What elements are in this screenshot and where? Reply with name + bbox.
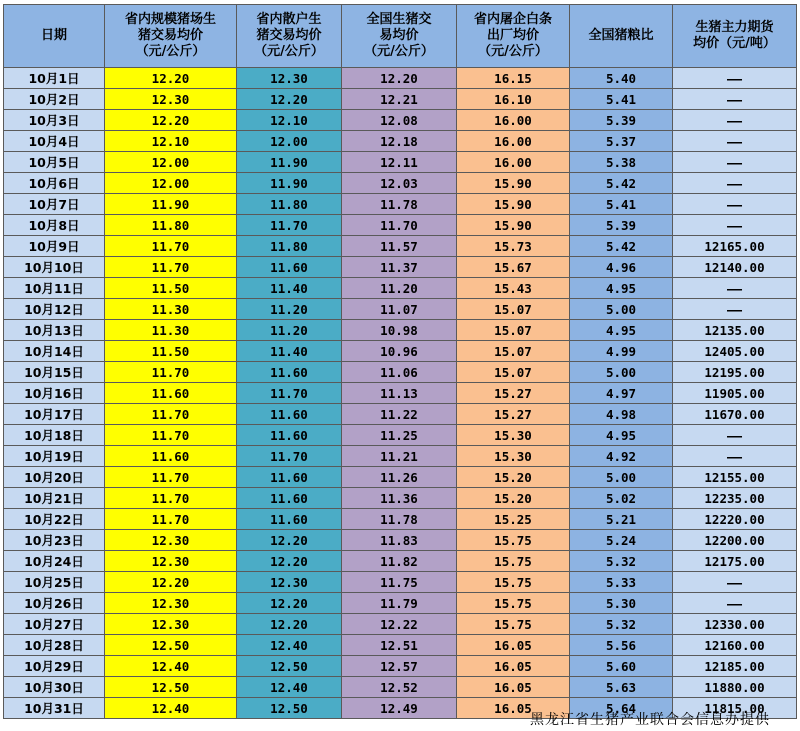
cell-national-price: 12.51 [342,635,457,656]
cell-hog-grain-ratio: 5.39 [570,110,673,131]
cell-scale-farm-price: 12.30 [105,614,237,635]
cell-futures-price: 12160.00 [673,635,797,656]
cell-hog-grain-ratio: 5.02 [570,488,673,509]
cell-smallholder-price: 12.50 [237,698,342,719]
table-row [4,299,797,320]
cell-carcass-price: 15.90 [457,173,570,194]
cell-carcass-price: 15.90 [457,215,570,236]
cell-scale-farm-price: 11.70 [105,257,237,278]
cell-scale-farm-price: 11.70 [105,509,237,530]
table-row [4,320,797,341]
header-futures-price: 生猪主力期货 均价（元/吨） [673,5,797,68]
cell-hog-grain-ratio: 5.21 [570,509,673,530]
cell-futures-price: 12135.00 [673,320,797,341]
cell-date: 10月21日 [4,488,105,509]
table-row [4,278,797,299]
cell-national-price: 11.82 [342,551,457,572]
cell-carcass-price: 15.75 [457,551,570,572]
cell-smallholder-price: 11.80 [237,194,342,215]
cell-scale-farm-price: 11.70 [105,404,237,425]
cell-scale-farm-price: 12.20 [105,572,237,593]
cell-hog-grain-ratio: 5.56 [570,635,673,656]
cell-scale-farm-price: 11.70 [105,467,237,488]
cell-national-price: 12.21 [342,89,457,110]
cell-carcass-price: 15.75 [457,572,570,593]
cell-date: 10月24日 [4,551,105,572]
cell-scale-farm-price: 11.30 [105,320,237,341]
cell-date: 10月31日 [4,698,105,719]
cell-smallholder-price: 12.30 [237,68,342,89]
cell-carcass-price: 16.10 [457,89,570,110]
cell-hog-grain-ratio: 5.64 [570,698,673,719]
cell-futures-price: —— [673,215,797,236]
cell-scale-farm-price: 11.50 [105,341,237,362]
cell-carcass-price: 16.05 [457,677,570,698]
cell-carcass-price: 16.05 [457,656,570,677]
table-row [4,677,797,698]
cell-date: 10月18日 [4,425,105,446]
cell-smallholder-price: 11.60 [237,404,342,425]
cell-smallholder-price: 11.60 [237,257,342,278]
cell-smallholder-price: 12.50 [237,656,342,677]
cell-national-price: 11.06 [342,362,457,383]
cell-futures-price: —— [673,89,797,110]
cell-smallholder-price: 11.60 [237,425,342,446]
header-carcass-price: 省内屠企白条 出厂均价 （元/公斤） [457,5,570,68]
cell-carcass-price: 15.43 [457,278,570,299]
table-row [4,257,797,278]
cell-date: 10月27日 [4,614,105,635]
cell-carcass-price: 16.00 [457,152,570,173]
cell-scale-farm-price: 12.40 [105,656,237,677]
cell-hog-grain-ratio: 4.98 [570,404,673,425]
cell-carcass-price: 16.05 [457,698,570,719]
cell-futures-price: 12185.00 [673,656,797,677]
cell-futures-price: —— [673,425,797,446]
cell-futures-price: 12165.00 [673,236,797,257]
cell-national-price: 10.96 [342,341,457,362]
cell-date: 10月6日 [4,173,105,194]
cell-hog-grain-ratio: 5.41 [570,89,673,110]
table-row [4,194,797,215]
cell-date: 10月11日 [4,278,105,299]
table-row [4,131,797,152]
cell-date: 10月30日 [4,677,105,698]
cell-hog-grain-ratio: 5.42 [570,236,673,257]
cell-hog-grain-ratio: 4.95 [570,320,673,341]
cell-scale-farm-price: 12.20 [105,68,237,89]
cell-hog-grain-ratio: 4.92 [570,446,673,467]
cell-carcass-price: 15.07 [457,362,570,383]
cell-scale-farm-price: 11.60 [105,446,237,467]
cell-national-price: 11.83 [342,530,457,551]
cell-smallholder-price: 12.20 [237,614,342,635]
cell-hog-grain-ratio: 4.97 [570,383,673,404]
cell-hog-grain-ratio: 4.99 [570,341,673,362]
cell-futures-price: —— [673,299,797,320]
table-row [4,110,797,131]
cell-smallholder-price: 11.60 [237,467,342,488]
cell-smallholder-price: 11.70 [237,215,342,236]
cell-smallholder-price: 11.40 [237,278,342,299]
cell-date: 10月23日 [4,530,105,551]
cell-date: 10月9日 [4,236,105,257]
cell-hog-grain-ratio: 5.24 [570,530,673,551]
cell-date: 10月20日 [4,467,105,488]
cell-futures-price: —— [673,173,797,194]
cell-date: 10月15日 [4,362,105,383]
cell-smallholder-price: 12.20 [237,89,342,110]
table-row [4,173,797,194]
cell-date: 10月5日 [4,152,105,173]
cell-date: 10月16日 [4,383,105,404]
cell-national-price: 11.26 [342,467,457,488]
cell-national-price: 11.22 [342,404,457,425]
cell-carcass-price: 16.00 [457,131,570,152]
cell-smallholder-price: 12.40 [237,677,342,698]
cell-futures-price: —— [673,194,797,215]
cell-national-price: 11.13 [342,383,457,404]
header-row [4,5,797,68]
cell-smallholder-price: 11.20 [237,320,342,341]
cell-scale-farm-price: 11.80 [105,215,237,236]
cell-date: 10月17日 [4,404,105,425]
cell-scale-farm-price: 12.20 [105,110,237,131]
header-scale-farm-price: 省内规模猪场生 猪交易均价 （元/公斤） [105,5,237,68]
cell-date: 10月14日 [4,341,105,362]
cell-futures-price: 12175.00 [673,551,797,572]
cell-carcass-price: 15.90 [457,194,570,215]
cell-national-price: 12.57 [342,656,457,677]
cell-national-price: 12.08 [342,110,457,131]
table-row [4,89,797,110]
cell-scale-farm-price: 12.00 [105,152,237,173]
cell-scale-farm-price: 12.30 [105,551,237,572]
cell-carcass-price: 15.73 [457,236,570,257]
cell-scale-farm-price: 11.60 [105,383,237,404]
cell-scale-farm-price: 11.70 [105,425,237,446]
cell-carcass-price: 15.30 [457,446,570,467]
cell-smallholder-price: 11.80 [237,236,342,257]
table-row [4,593,797,614]
cell-smallholder-price: 11.90 [237,173,342,194]
cell-scale-farm-price: 12.30 [105,593,237,614]
cell-hog-grain-ratio: 5.32 [570,551,673,572]
cell-carcass-price: 15.67 [457,257,570,278]
header-smallholder-price: 省内散户生 猪交易均价 （元/公斤） [237,5,342,68]
table-row [4,635,797,656]
cell-national-price: 11.37 [342,257,457,278]
cell-smallholder-price: 11.70 [237,446,342,467]
cell-date: 10月12日 [4,299,105,320]
cell-futures-price: 11905.00 [673,383,797,404]
cell-date: 10月2日 [4,89,105,110]
table-row [4,152,797,173]
cell-national-price: 12.18 [342,131,457,152]
table-row [4,383,797,404]
cell-carcass-price: 15.75 [457,593,570,614]
cell-carcass-price: 15.07 [457,299,570,320]
table-row [4,236,797,257]
cell-national-price: 11.57 [342,236,457,257]
cell-smallholder-price: 11.40 [237,341,342,362]
cell-scale-farm-price: 11.90 [105,194,237,215]
cell-futures-price: —— [673,110,797,131]
cell-smallholder-price: 11.70 [237,383,342,404]
table-row [4,509,797,530]
cell-date: 10月10日 [4,257,105,278]
table-row [4,68,797,89]
cell-date: 10月19日 [4,446,105,467]
cell-hog-grain-ratio: 5.38 [570,152,673,173]
header-hog-grain-ratio: 全国猪粮比 [570,5,673,68]
cell-carcass-price: 15.27 [457,383,570,404]
cell-scale-farm-price: 11.70 [105,362,237,383]
cell-national-price: 11.79 [342,593,457,614]
cell-hog-grain-ratio: 5.30 [570,593,673,614]
cell-hog-grain-ratio: 4.95 [570,425,673,446]
cell-carcass-price: 15.75 [457,614,570,635]
cell-date: 10月8日 [4,215,105,236]
cell-national-price: 11.78 [342,509,457,530]
cell-futures-price: 12220.00 [673,509,797,530]
cell-scale-farm-price: 12.50 [105,635,237,656]
cell-futures-price: 12200.00 [673,530,797,551]
cell-smallholder-price: 12.10 [237,110,342,131]
cell-smallholder-price: 12.30 [237,572,342,593]
cell-hog-grain-ratio: 5.00 [570,362,673,383]
table-row [4,425,797,446]
cell-futures-price: —— [673,446,797,467]
cell-scale-farm-price: 11.70 [105,236,237,257]
table-row [4,488,797,509]
cell-date: 10月4日 [4,131,105,152]
cell-futures-price: —— [673,131,797,152]
source-note: 黑龙江省生猪产业联合会信息办提供 [530,712,770,728]
table-row [4,572,797,593]
price-table [3,4,797,719]
cell-smallholder-price: 11.90 [237,152,342,173]
cell-futures-price: 12235.00 [673,488,797,509]
table-row [4,362,797,383]
cell-carcass-price: 15.25 [457,509,570,530]
cell-smallholder-price: 11.60 [237,362,342,383]
cell-futures-price: 11670.00 [673,404,797,425]
cell-hog-grain-ratio: 4.96 [570,257,673,278]
cell-carcass-price: 15.27 [457,404,570,425]
cell-hog-grain-ratio: 5.40 [570,68,673,89]
cell-smallholder-price: 12.20 [237,530,342,551]
cell-carcass-price: 15.07 [457,341,570,362]
cell-national-price: 11.25 [342,425,457,446]
table-row [4,551,797,572]
cell-carcass-price: 15.30 [457,425,570,446]
header-national-price: 全国生猪交 易均价 （元/公斤） [342,5,457,68]
cell-scale-farm-price: 11.50 [105,278,237,299]
cell-smallholder-price: 12.20 [237,551,342,572]
cell-futures-price: 12140.00 [673,257,797,278]
cell-futures-price: 12195.00 [673,362,797,383]
table-row [4,656,797,677]
cell-national-price: 12.20 [342,68,457,89]
table-row [4,215,797,236]
cell-carcass-price: 16.05 [457,635,570,656]
cell-hog-grain-ratio: 5.37 [570,131,673,152]
cell-date: 10月25日 [4,572,105,593]
cell-national-price: 11.20 [342,278,457,299]
cell-futures-price: —— [673,278,797,299]
cell-national-price: 11.07 [342,299,457,320]
cell-scale-farm-price: 12.30 [105,530,237,551]
cell-national-price: 10.98 [342,320,457,341]
cell-date: 10月7日 [4,194,105,215]
table-row [4,404,797,425]
cell-carcass-price: 15.20 [457,488,570,509]
cell-national-price: 12.52 [342,677,457,698]
cell-date: 10月26日 [4,593,105,614]
cell-futures-price: 12330.00 [673,614,797,635]
cell-smallholder-price: 11.60 [237,509,342,530]
cell-hog-grain-ratio: 5.39 [570,215,673,236]
cell-national-price: 12.49 [342,698,457,719]
cell-hog-grain-ratio: 4.95 [570,278,673,299]
cell-smallholder-price: 12.40 [237,635,342,656]
cell-scale-farm-price: 12.50 [105,677,237,698]
cell-futures-price: 12155.00 [673,467,797,488]
cell-scale-farm-price: 11.70 [105,488,237,509]
cell-national-price: 11.70 [342,215,457,236]
cell-hog-grain-ratio: 5.60 [570,656,673,677]
cell-carcass-price: 15.20 [457,467,570,488]
cell-hog-grain-ratio: 5.32 [570,614,673,635]
cell-scale-farm-price: 12.00 [105,173,237,194]
cell-national-price: 12.11 [342,152,457,173]
cell-date: 10月29日 [4,656,105,677]
cell-smallholder-price: 11.20 [237,299,342,320]
cell-hog-grain-ratio: 5.41 [570,194,673,215]
cell-smallholder-price: 12.20 [237,593,342,614]
cell-scale-farm-price: 12.40 [105,698,237,719]
cell-hog-grain-ratio: 5.00 [570,467,673,488]
cell-smallholder-price: 12.00 [237,131,342,152]
cell-hog-grain-ratio: 5.63 [570,677,673,698]
table-row [4,446,797,467]
cell-carcass-price: 15.07 [457,320,570,341]
cell-national-price: 11.21 [342,446,457,467]
table-row [4,467,797,488]
cell-hog-grain-ratio: 5.00 [570,299,673,320]
cell-date: 10月3日 [4,110,105,131]
cell-date: 10月28日 [4,635,105,656]
cell-national-price: 12.22 [342,614,457,635]
table-row [4,530,797,551]
cell-futures-price: —— [673,572,797,593]
cell-scale-farm-price: 11.30 [105,299,237,320]
cell-hog-grain-ratio: 5.42 [570,173,673,194]
cell-carcass-price: 16.15 [457,68,570,89]
cell-date: 10月22日 [4,509,105,530]
cell-scale-farm-price: 12.30 [105,89,237,110]
cell-date: 10月1日 [4,68,105,89]
cell-smallholder-price: 11.60 [237,488,342,509]
cell-national-price: 11.78 [342,194,457,215]
cell-national-price: 11.75 [342,572,457,593]
table-row [4,614,797,635]
cell-carcass-price: 15.75 [457,530,570,551]
table-row [4,341,797,362]
cell-futures-price: 12405.00 [673,341,797,362]
cell-national-price: 11.36 [342,488,457,509]
cell-futures-price: 11880.00 [673,677,797,698]
cell-futures-price: —— [673,593,797,614]
cell-national-price: 12.03 [342,173,457,194]
cell-carcass-price: 16.00 [457,110,570,131]
cell-scale-farm-price: 12.10 [105,131,237,152]
cell-futures-price: —— [673,68,797,89]
cell-hog-grain-ratio: 5.33 [570,572,673,593]
cell-date: 10月13日 [4,320,105,341]
cell-futures-price: 11815.00 [673,698,797,719]
header-date: 日期 [4,5,105,68]
cell-futures-price: —— [673,152,797,173]
